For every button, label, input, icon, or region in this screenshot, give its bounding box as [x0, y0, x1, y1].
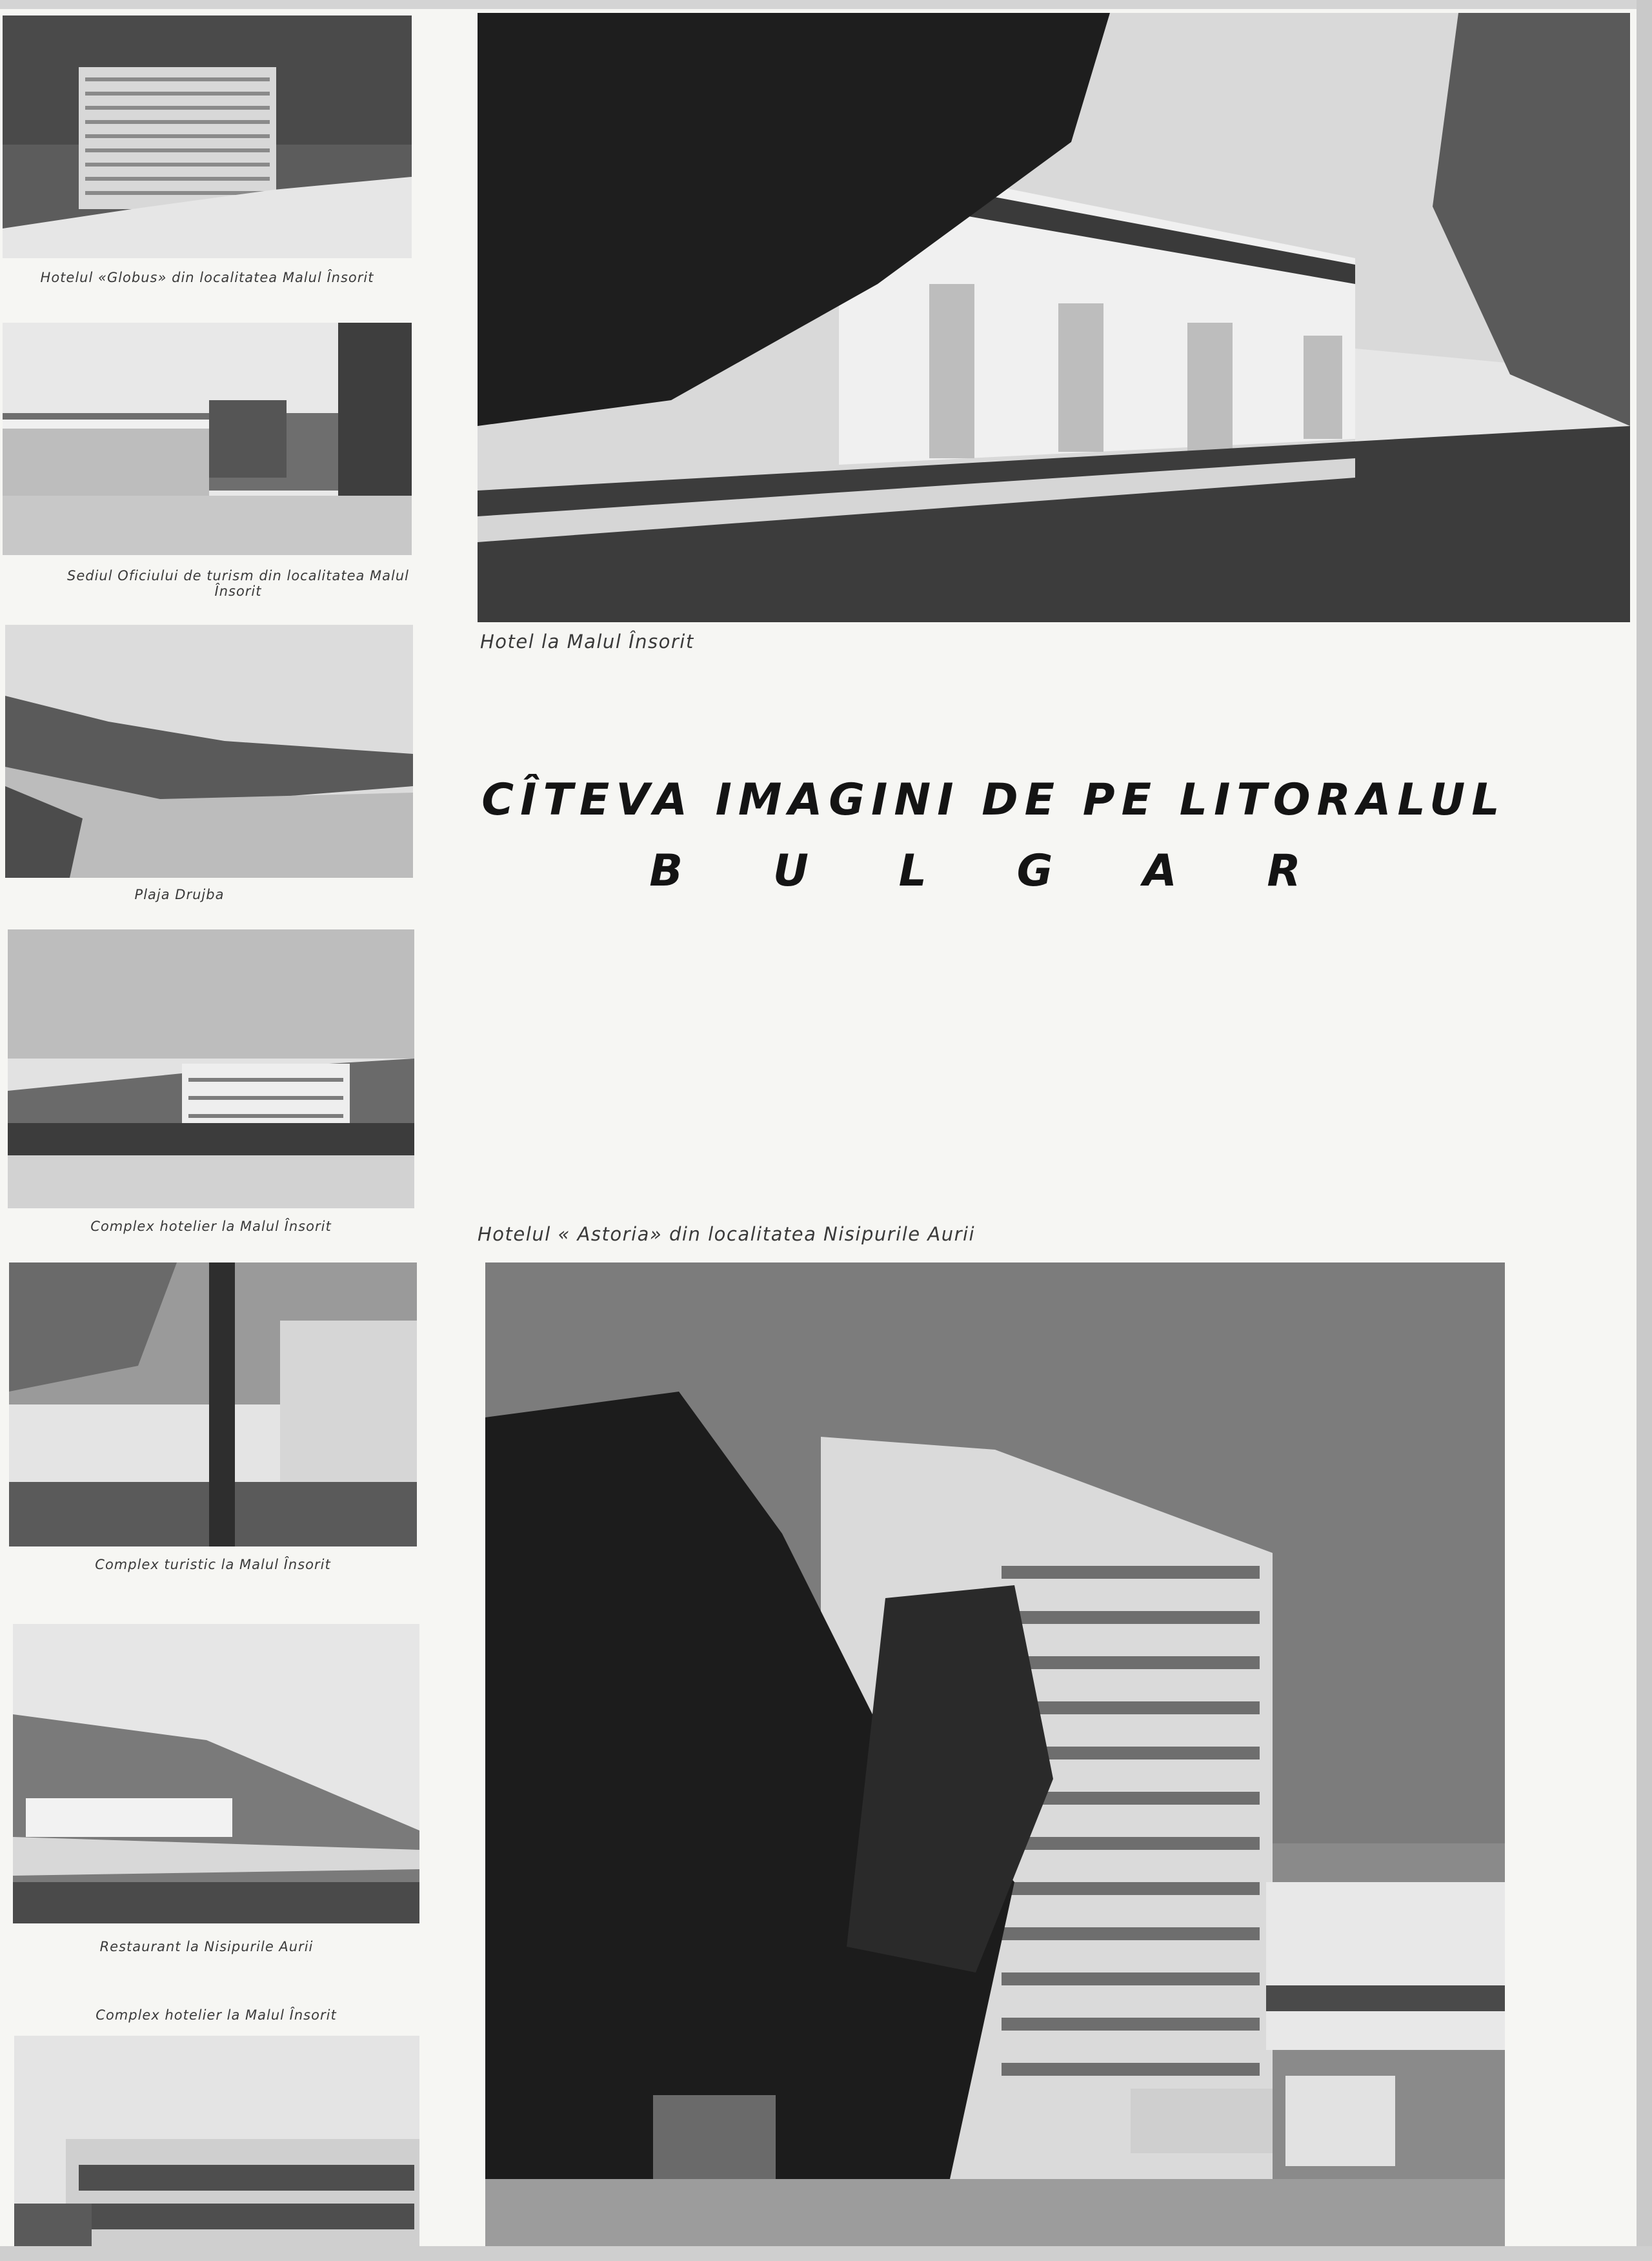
page-edge-bottom — [0, 2246, 1652, 2261]
photo-restaurant — [13, 1624, 419, 1923]
photo-tourism-office — [3, 323, 412, 555]
photo-tourist-complex — [9, 1262, 417, 1546]
photo-hotel-sunny-beach — [478, 13, 1630, 622]
caption-tourist-complex: Complex turistic la Malul Însorit — [95, 1557, 331, 1572]
photo-globus-hotel — [3, 15, 412, 258]
caption-astoria-hotel: Hotelul « Astoria» din localitatea Nisipurile Aurii — [478, 1223, 976, 1245]
caption-globus-hotel: Hotelul «Globus» din localitatea Malul Însorit — [40, 270, 374, 285]
photo-drujba-beach — [5, 625, 413, 878]
caption-drujba-beach: Plaja Drujba — [134, 887, 225, 902]
caption-tourism-office: Sediul Oficiului de turism din localitatea Malul Însorit — [66, 568, 410, 600]
page-edge-right — [1637, 0, 1652, 2261]
page-title-line-1: CÎTEVA IMAGINI DE PE LITORALUL — [481, 775, 1506, 826]
page-title-line-2: B U L G A R — [649, 846, 1338, 897]
photo-astoria-hotel — [485, 1262, 1505, 2246]
caption-restaurant: Restaurant la Nisipurile Aurii — [99, 1939, 314, 1954]
photo-hotel-complex-2 — [14, 2036, 419, 2246]
photo-hotel-complex-1 — [8, 929, 414, 1208]
caption-hotel-complex-2: Complex hotelier la Malul Însorit — [96, 2007, 337, 2023]
caption-hotel-sunny-beach: Hotel la Malul Însorit — [480, 631, 694, 653]
caption-hotel-complex-1: Complex hotelier la Malul Însorit — [90, 1219, 332, 1234]
